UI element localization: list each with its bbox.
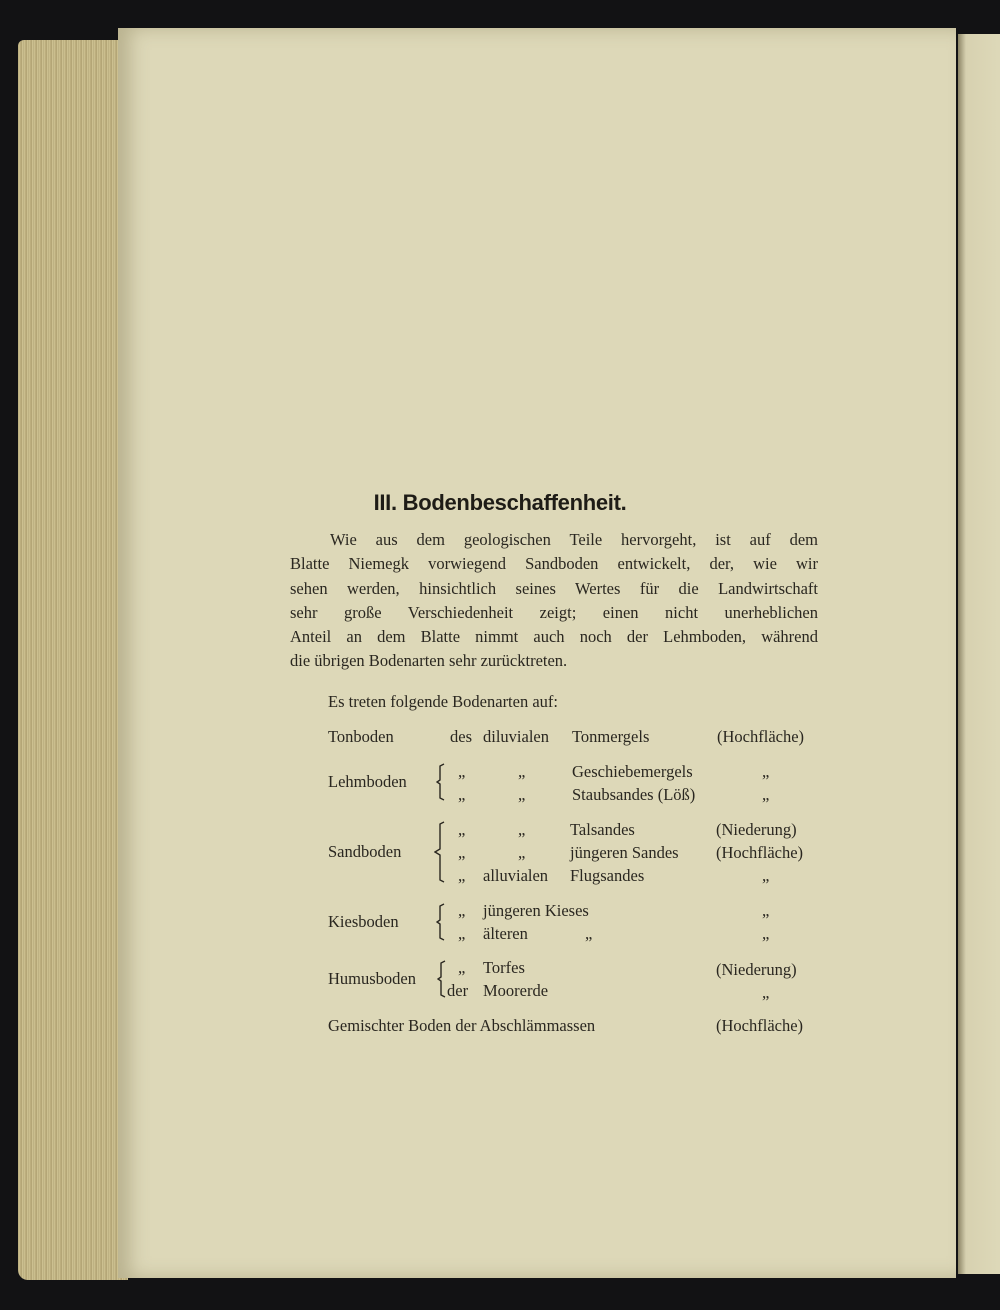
ditto-mark: „ <box>458 866 466 885</box>
paragraph-line: sehr große Verschiedenheit zeigt; einen nicht unerheblichen <box>290 602 818 622</box>
table-cell: Staubsandes (Löß) <box>572 785 696 804</box>
ditto-mark: „ <box>458 785 466 804</box>
ditto-mark: „ <box>458 901 466 920</box>
ditto-mark: „ <box>762 785 770 804</box>
table-cell: Moorerde <box>483 981 549 1000</box>
soil-type-name: Tonboden <box>328 727 394 746</box>
table-cell: Talsandes <box>570 820 635 839</box>
table-cell: diluvialen <box>483 727 549 746</box>
table-cell: Tonmergels <box>572 727 650 746</box>
ditto-mark: „ <box>762 983 770 1002</box>
table-cell: jüngeren Sandes <box>570 843 679 862</box>
paragraph-line: Anteil an dem Blatte nimmt auch noch der Lehmboden, während <box>290 627 818 647</box>
table-cell: älteren <box>483 924 528 943</box>
ditto-mark: „ <box>458 924 466 943</box>
table-cell: Torfes <box>483 958 525 977</box>
ditto-mark: „ <box>762 901 770 920</box>
table-cell: jüngeren Kieses <box>483 901 589 920</box>
table-cell: (Niederung) <box>716 960 797 979</box>
list-intro: Es treten folgende Bodenarten auf: <box>328 692 558 711</box>
soil-type-name: Lehmboden <box>328 772 407 791</box>
facing-page-edge <box>958 34 1000 1274</box>
section-heading: III. Bodenbeschaffenheit. <box>373 490 627 515</box>
body-paragraph <box>290 528 818 674</box>
ditto-mark: „ <box>518 762 526 781</box>
book-page-edges <box>18 40 128 1280</box>
table-cell: (Hochfläche) <box>717 727 805 746</box>
ditto-mark: „ <box>518 843 526 862</box>
ditto-mark: „ <box>518 820 526 839</box>
ditto-mark: „ <box>585 924 593 943</box>
table-cell: (Hochfläche) <box>716 1016 804 1035</box>
table-cell: Geschiebemergels <box>572 762 693 781</box>
table-cell: der <box>447 981 469 1000</box>
paragraph-line: Blatte Niemegk vorwiegend Sandboden entwickelt, der, wie wir <box>290 554 818 574</box>
ditto-mark: „ <box>458 820 466 839</box>
table-cell: Flugsandes <box>570 866 645 885</box>
paragraph-line: sehen werden, hinsichtlich seines Wertes für die Landwirtschaft <box>290 578 818 598</box>
table-cell: des <box>450 727 472 746</box>
brace-icon <box>436 902 446 942</box>
ditto-mark: „ <box>518 785 526 804</box>
ditto-mark: „ <box>458 958 466 977</box>
table-cell: (Hochfläche) <box>716 843 804 862</box>
brace-icon <box>437 959 447 999</box>
table-cell: (Niederung) <box>716 820 797 839</box>
brace-icon <box>434 820 446 884</box>
ditto-mark: „ <box>762 762 770 781</box>
ditto-mark: „ <box>762 866 770 885</box>
brace-icon <box>436 762 446 802</box>
soil-type-name: Humusboden <box>328 969 416 988</box>
ditto-mark: „ <box>458 843 466 862</box>
table-cell: alluvialen <box>483 866 549 885</box>
paragraph-line: die übrigen Bodenarten sehr zurücktreten. <box>290 651 568 671</box>
soil-type-name: Gemischter Boden der Abschlämmassen <box>328 1016 596 1035</box>
soil-type-name: Kiesboden <box>328 912 399 931</box>
soil-type-name: Sandboden <box>328 842 402 861</box>
ditto-mark: „ <box>458 762 466 781</box>
paragraph-line: Wie aus dem geologischen Teile hervorgeht, ist auf dem <box>330 530 818 549</box>
ditto-mark: „ <box>762 924 770 943</box>
